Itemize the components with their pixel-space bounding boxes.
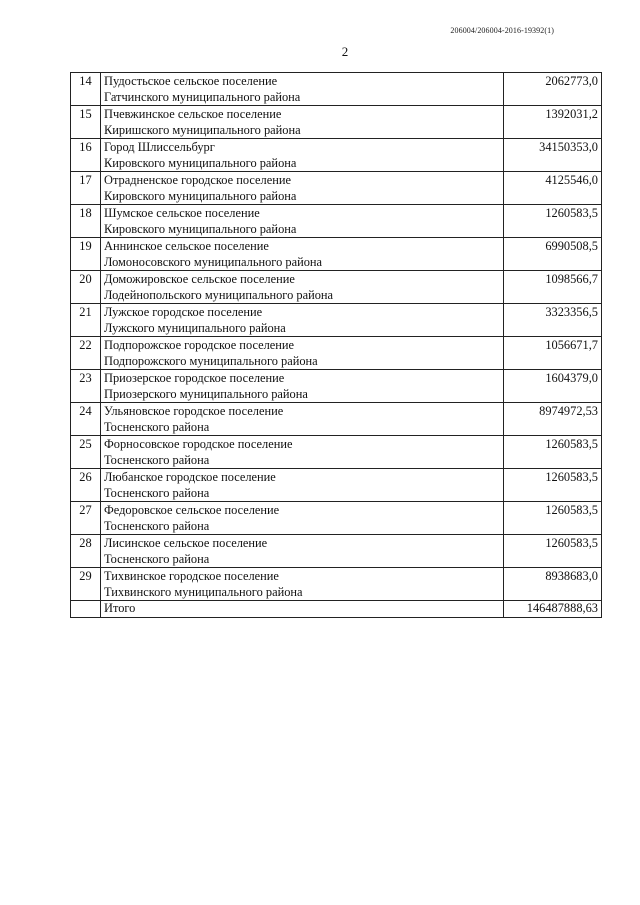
district-name: Приозерского муниципального района (104, 387, 308, 401)
row-number: 21 (71, 304, 101, 337)
district-name: Тосненского района (104, 486, 210, 500)
municipality-name (101, 238, 504, 271)
table-row (71, 106, 602, 139)
row-number: 20 (71, 271, 101, 304)
municipality-name (101, 568, 504, 601)
row-number: 17 (71, 172, 101, 205)
amount-value: 1056671,7 (504, 337, 602, 370)
municipality-name (101, 502, 504, 535)
table-row (71, 469, 602, 502)
table-row (71, 370, 602, 403)
municipality-name (101, 337, 504, 370)
settlement-name: Аннинское сельское поселение (104, 239, 269, 253)
district-name: Кировского муниципального района (104, 189, 297, 203)
settlement-name: Тихвинское городское поселение (104, 569, 279, 583)
table-row (71, 172, 602, 205)
district-name: Гатчинского муниципального района (104, 90, 301, 104)
table-row (71, 304, 602, 337)
district-name: Тосненского района (104, 453, 210, 467)
row-number: 15 (71, 106, 101, 139)
settlement-name: Шумское сельское поселение (104, 206, 260, 220)
district-name: Тосненского района (104, 519, 210, 533)
row-number: 14 (71, 73, 101, 106)
table-row (71, 73, 602, 106)
district-name: Тихвинского муниципального района (104, 585, 303, 599)
amount-value: 34150353,0 (504, 139, 602, 172)
amount-value: 1260583,5 (504, 469, 602, 502)
table-row (71, 502, 602, 535)
amount-value: 1392031,2 (504, 106, 602, 139)
settlement-name: Отрадненское городское поселение (104, 173, 291, 187)
table-row (71, 436, 602, 469)
row-number: 25 (71, 436, 101, 469)
row-number: 28 (71, 535, 101, 568)
amount-value: 1260583,5 (504, 502, 602, 535)
municipality-name (101, 436, 504, 469)
municipality-name (101, 535, 504, 568)
table-row (71, 403, 602, 436)
row-number: 27 (71, 502, 101, 535)
amount-value: 1098566,7 (504, 271, 602, 304)
settlement-name: Лисинское сельское поселение (104, 536, 268, 550)
district-name: Подпорожского муниципального района (104, 354, 318, 368)
page-number: 2 (341, 44, 349, 59)
settlement-name: Доможировское сельское поселение (104, 272, 295, 286)
amount-value: 1260583,5 (504, 205, 602, 238)
amount-value: 2062773,0 (504, 73, 602, 106)
municipality-name (101, 205, 504, 238)
document-id: 206004/206004-2016-19392(1) (450, 26, 554, 35)
settlement-name: Лужское городское поселение (104, 305, 263, 319)
municipality-name (101, 469, 504, 502)
district-name: Киришского муниципального района (104, 123, 301, 137)
amount-value: 1260583,5 (504, 535, 602, 568)
row-number: 29 (71, 568, 101, 601)
municipality-name (101, 73, 504, 106)
amount-value: 1604379,0 (504, 370, 602, 403)
settlement-name: Приозерское городское поселение (104, 371, 285, 385)
amount-value: 1260583,5 (504, 436, 602, 469)
district-name: Тосненского района (104, 420, 210, 434)
municipality-name (101, 106, 504, 139)
table-row (71, 535, 602, 568)
table-row (71, 205, 602, 238)
settlement-name: Любанское городское поселение (104, 470, 276, 484)
district-name: Лодейнопольского муниципального района (104, 288, 334, 302)
amount-value: 4125546,0 (504, 172, 602, 205)
district-name: Лужского муниципального района (104, 321, 286, 335)
row-number: 18 (71, 205, 101, 238)
row-number: 16 (71, 139, 101, 172)
settlement-name: Пудостьское сельское поселение (104, 74, 278, 88)
municipality-name (101, 304, 504, 337)
municipality-name (101, 139, 504, 172)
amount-value: 8974972,53 (504, 403, 602, 436)
settlement-name: Пчевжинское сельское поселение (104, 107, 282, 121)
total-label: Итого (101, 601, 504, 618)
district-name: Тосненского района (104, 552, 210, 566)
table-row (71, 238, 602, 271)
row-number: 26 (71, 469, 101, 502)
settlement-name: Форносовское городское поселение (104, 437, 293, 451)
amount-value: 3323356,5 (504, 304, 602, 337)
row-number: 22 (71, 337, 101, 370)
row-number: 23 (71, 370, 101, 403)
settlement-name: Федоровское сельское поселение (104, 503, 280, 517)
total-row (71, 601, 602, 618)
table-row (71, 568, 602, 601)
amount-value: 6990508,5 (504, 238, 602, 271)
settlement-name: Город Шлиссельбург (104, 140, 215, 154)
district-name: Кировского муниципального района (104, 156, 297, 170)
total-amount: 146487888,63 (504, 601, 602, 618)
total-num-cell (71, 601, 101, 618)
row-number: 24 (71, 403, 101, 436)
row-number: 19 (71, 238, 101, 271)
municipality-name (101, 403, 504, 436)
municipality-name (101, 271, 504, 304)
table-row (71, 337, 602, 370)
table-row (71, 271, 602, 304)
municipality-name (101, 370, 504, 403)
settlement-name: Ульяновское городское поселение (104, 404, 284, 418)
table-body (71, 73, 602, 618)
settlement-name: Подпорожское городское поселение (104, 338, 295, 352)
district-name: Кировского муниципального района (104, 222, 297, 236)
allocation-table (70, 72, 602, 618)
district-name: Ломоносовского муниципального района (104, 255, 323, 269)
municipality-name (101, 172, 504, 205)
amount-value: 8938683,0 (504, 568, 602, 601)
table-row (71, 139, 602, 172)
